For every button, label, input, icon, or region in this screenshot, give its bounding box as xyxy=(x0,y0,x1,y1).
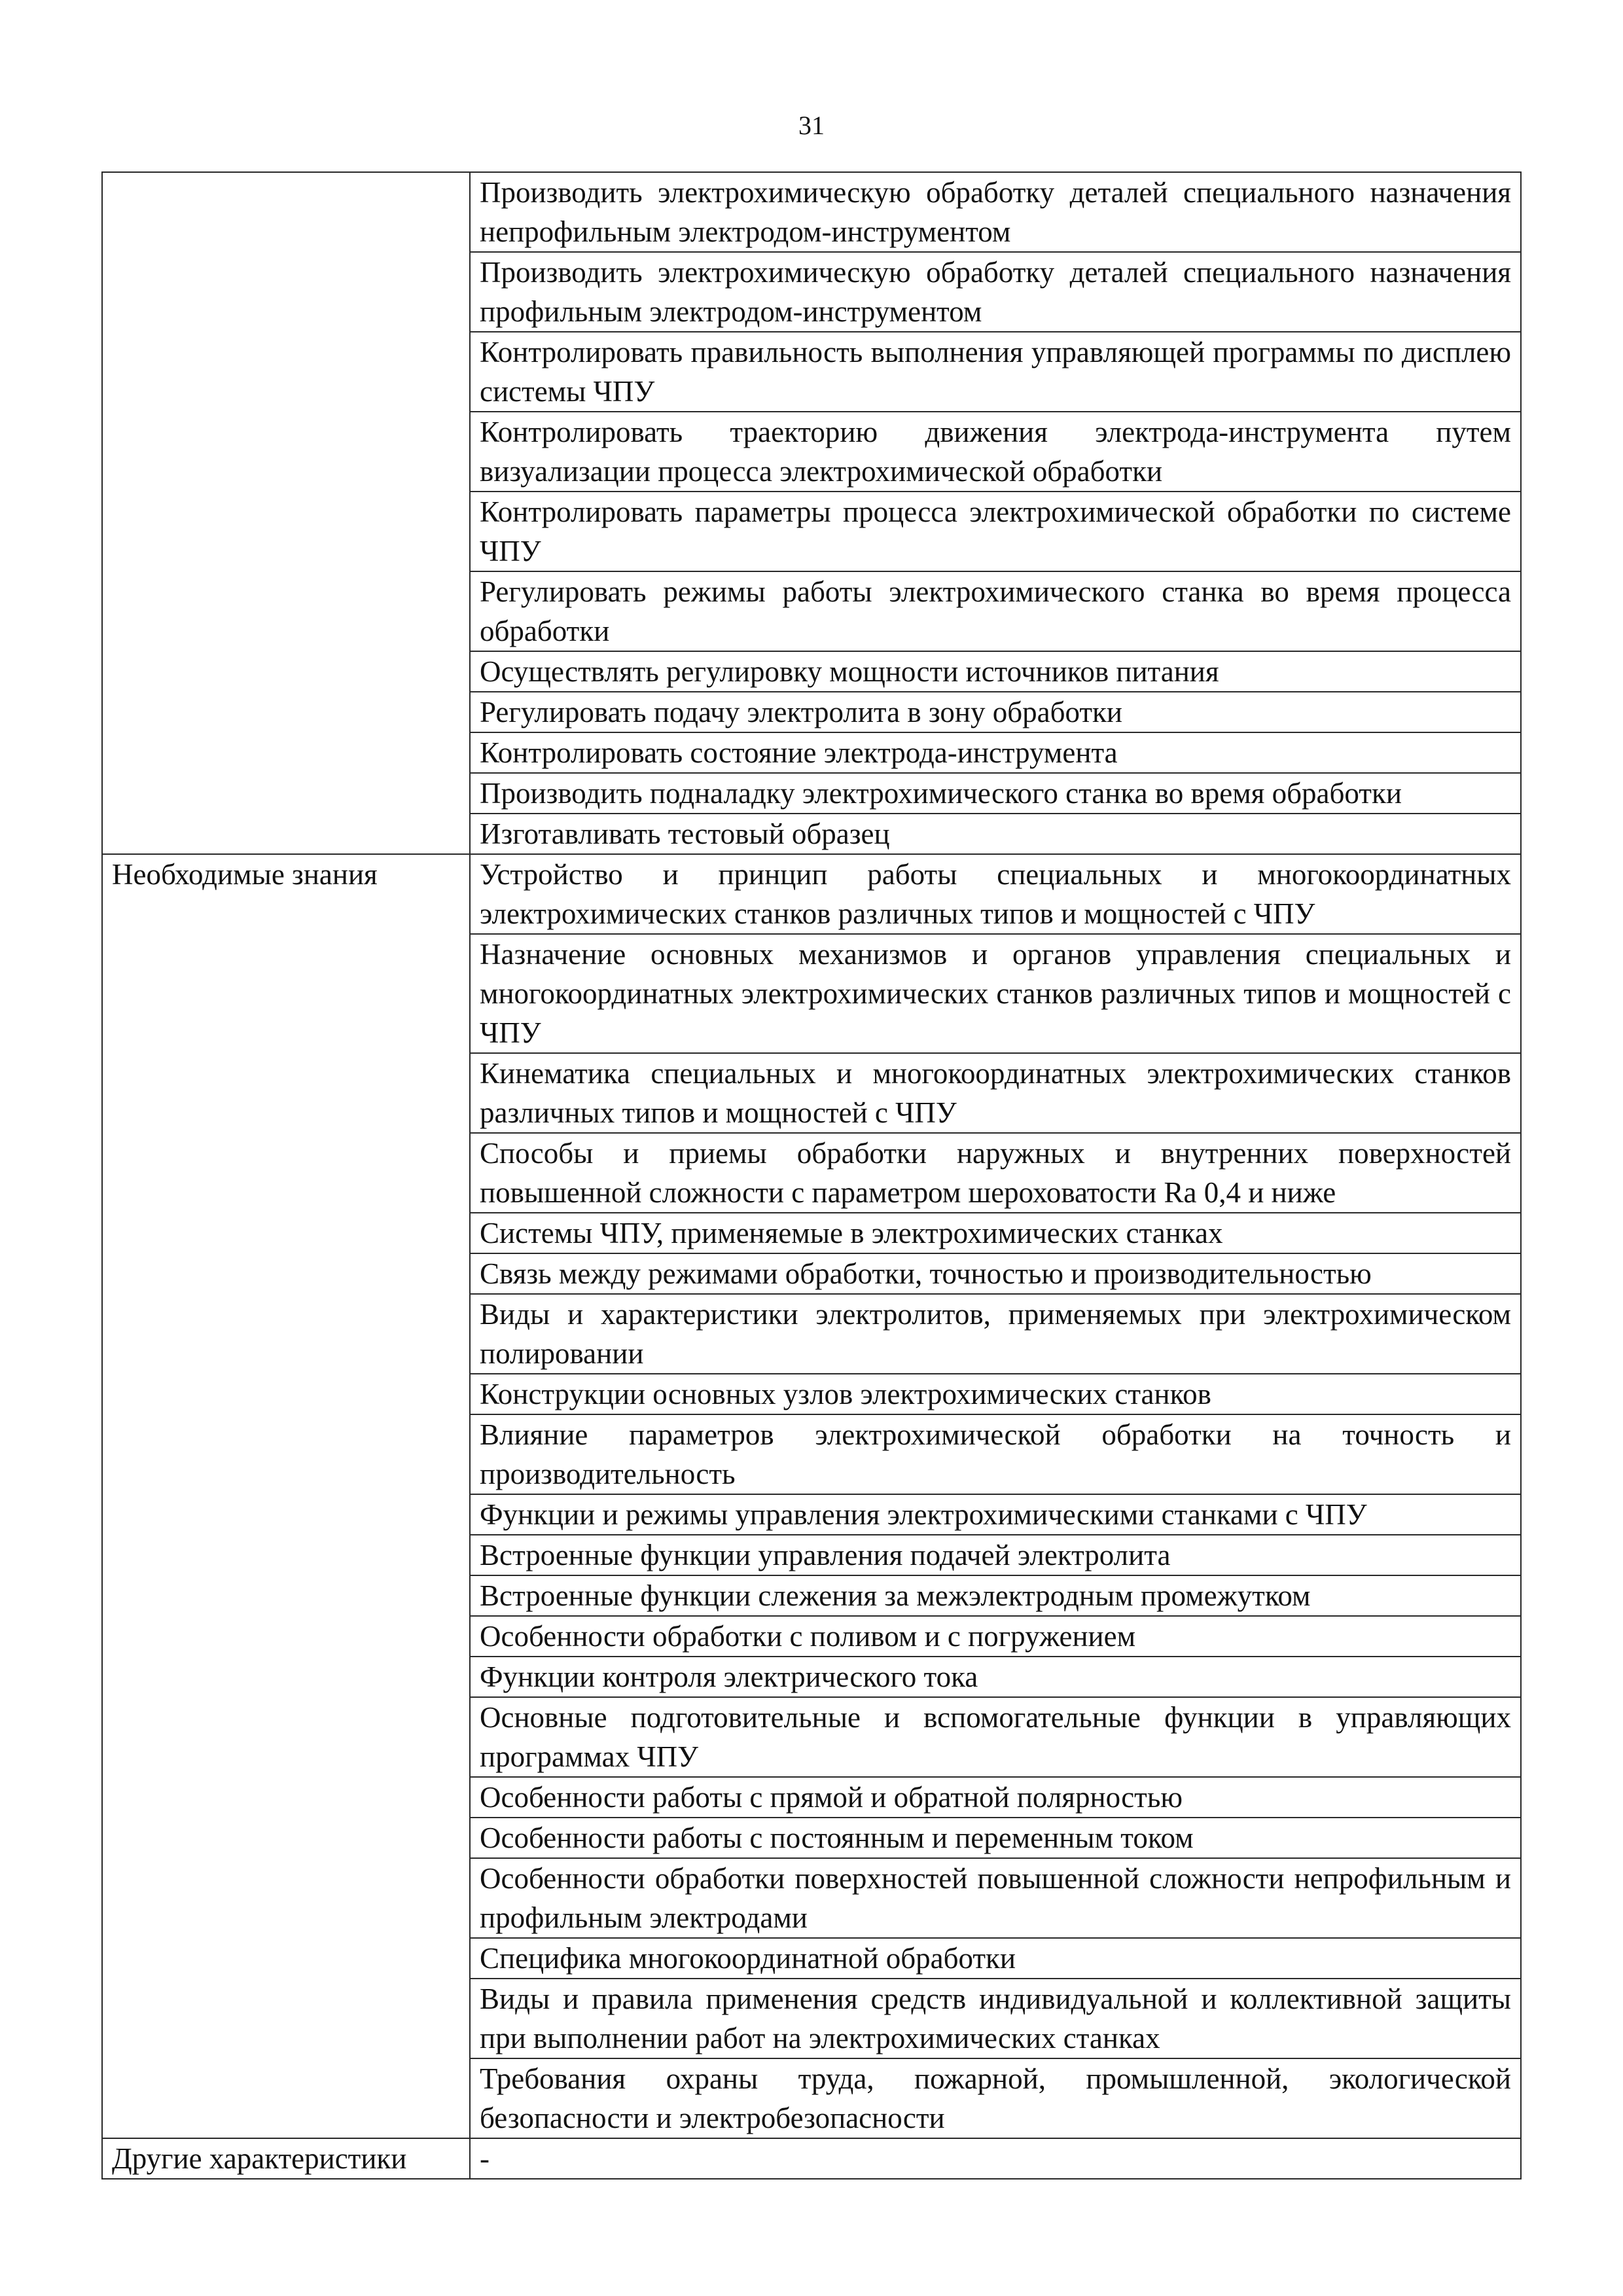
required-knowledge-item: Связь между режимами обработки, точностью и производительностью xyxy=(470,1253,1521,1294)
required-knowledge-item: Виды и правила применения средств индивидуальной и коллективной защиты при выполнении работ на электрохимических станках xyxy=(470,1979,1521,2058)
required-knowledge-item: Функции контроля электрического тока xyxy=(470,1657,1521,1697)
labor-actions-item: Контролировать траекторию движения электрода-инструмента путем визуализации процесса электрохимической обработки xyxy=(470,412,1521,492)
required-knowledge-item: Особенности работы с прямой и обратной полярностью xyxy=(470,1777,1521,1818)
required-knowledge-item: Основные подготовительные и вспомогательные функции в управляющих программах ЧПУ xyxy=(470,1697,1521,1777)
labor-actions-label xyxy=(102,172,470,854)
required-knowledge-item: Системы ЧПУ, применяемые в электрохимических станках xyxy=(470,1213,1521,1253)
other-characteristics-label: Другие характеристики xyxy=(102,2138,470,2179)
labor-actions-item: Контролировать правильность выполнения управляющей программы по дисплею системы ЧПУ xyxy=(470,332,1521,412)
required-knowledge-item: Устройство и принцип работы специальных и многокоординатных электрохимических станков различных типов и мощностей с ЧПУ xyxy=(470,854,1521,934)
required-knowledge-item: Встроенные функции слежения за межэлектродным промежутком xyxy=(470,1575,1521,1616)
required-knowledge-item: Особенности работы с постоянным и переменным током xyxy=(470,1818,1521,1858)
labor-actions-item: Производить электрохимическую обработку деталей специального назначения профильным электродом-инструментом xyxy=(470,252,1521,332)
labor-actions-item: Контролировать параметры процесса электрохимической обработки по системе ЧПУ xyxy=(470,492,1521,571)
other-characteristics-row xyxy=(102,2138,1521,2179)
required-knowledge-item: Особенности обработки с поливом и с погружением xyxy=(470,1616,1521,1657)
labor-actions-item: Регулировать подачу электролита в зону обработки xyxy=(470,692,1521,732)
labor-actions-item: Осуществлять регулировку мощности источников питания xyxy=(470,651,1521,692)
required-knowledge-item: Назначение основных механизмов и органов управления специальных и многокоординатных электрохимических станков различных типов и мощностей с ЧПУ xyxy=(470,934,1521,1053)
required-knowledge-item: Требования охраны труда, пожарной, промышленной, экологической безопасности и электробезопасности xyxy=(470,2058,1521,2138)
labor-actions-row xyxy=(102,172,1521,252)
required-knowledge-item: Способы и приемы обработки наружных и внутренних поверхностей повышенной сложности с параметром шероховатости Ra 0,4 и ниже xyxy=(470,1133,1521,1213)
required-knowledge-item: Функции и режимы управления электрохимическими станками с ЧПУ xyxy=(470,1494,1521,1535)
labor-actions-item: Производить подналадку электрохимического станка во время обработки xyxy=(470,773,1521,814)
required-knowledge-item: Кинематика специальных и многокоординатных электрохимических станков различных типов и мощностей с ЧПУ xyxy=(470,1053,1521,1133)
labor-actions-item: Регулировать режимы работы электрохимического станка во время процесса обработки xyxy=(470,571,1521,651)
labor-actions-item: Производить электрохимическую обработку деталей специального назначения непрофильным электродом-инструментом xyxy=(470,172,1521,252)
required-knowledge-item: Виды и характеристики электролитов, применяемых при электрохимическом полировании xyxy=(470,1294,1521,1374)
required-knowledge-item: Влияние параметров электрохимической обработки на точность и производительность xyxy=(470,1414,1521,1494)
required-knowledge-item: Особенности обработки поверхностей повышенной сложности непрофильным и профильным электродами xyxy=(470,1858,1521,1938)
labor-actions-item: Изготавливать тестовый образец xyxy=(470,814,1521,854)
page-number: 31 xyxy=(798,111,825,140)
required-knowledge-label: Необходимые знания xyxy=(102,854,470,2138)
required-knowledge-row xyxy=(102,854,1521,934)
competency-table-body xyxy=(102,172,1521,2179)
labor-actions-item: Контролировать состояние электрода-инструмента xyxy=(470,732,1521,773)
required-knowledge-item: Встроенные функции управления подачей электролита xyxy=(470,1535,1521,1575)
competency-table xyxy=(101,171,1522,2179)
other-characteristics-value: - xyxy=(470,2138,1521,2179)
required-knowledge-item: Специфика многокоординатной обработки xyxy=(470,1938,1521,1979)
required-knowledge-item: Конструкции основных узлов электрохимических станков xyxy=(470,1374,1521,1414)
